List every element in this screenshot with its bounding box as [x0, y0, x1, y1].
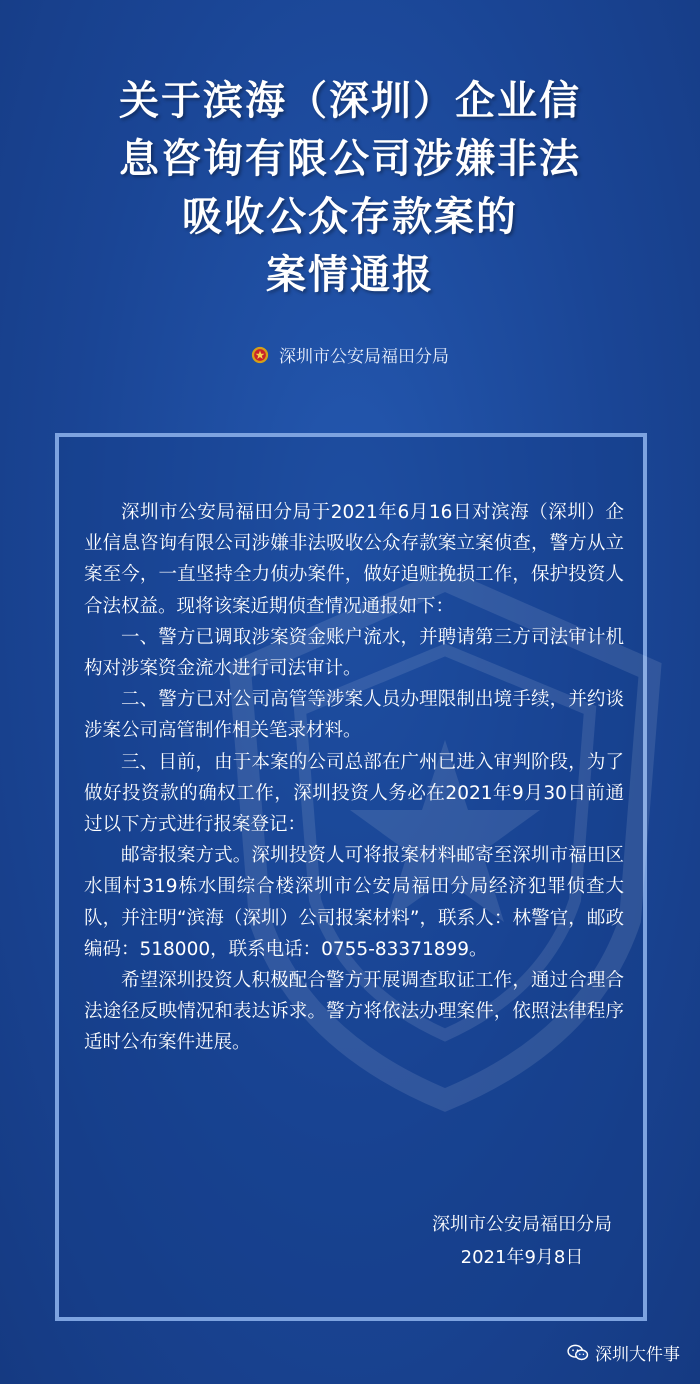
body-paragraph: 希望深圳投资人积极配合警方开展调查取证工作，通过合理合法途径反映情况和表达诉求。警方将依法办理案件，依照法律程序适时公布案件进展。: [84, 970, 624, 1054]
signature-date: 2021年9月8日: [460, 1247, 584, 1268]
title-line: 吸收公众存款案的: [182, 193, 518, 240]
wechat-watermark: [567, 1340, 680, 1365]
body-paragraph: 三、目前，由于本案的公司总部在广州已进入审判阶段，为了做好投资款的确权工作，深圳投资人务必在2021年9月30日前通过以下方式进行报案登记：: [84, 751, 624, 836]
wechat-account-name: 深圳大件事: [595, 1345, 680, 1365]
body-paragraph: 邮寄报案方式。深圳投资人可将报案材料邮寄至深圳市福田区水围村319栋水围综合楼深圳市公安局福田分局经济犯罪侦查大队，并注明“滨海（深圳）公司报案材料”，联系人：林警官，邮政编码：518000，联系电话：0755-83371899。: [84, 845, 624, 960]
body-paragraph: 深圳市公安局福田分局于2021年6月16日对滨海（深圳）企业信息咨询有限公司涉嫌非法吸收公众存款案立案侦查，警方从立案至今，一直坚持全力侦办案件，做好追赃挽损工作，保护投资人合法权益。现将该案近期侦查情况通报如下：: [84, 502, 624, 617]
title-line: 关于滨海（深圳）企业信: [119, 77, 581, 124]
issuer-name: 深圳市公安局福田分局: [279, 347, 449, 367]
notice-body: [84, 497, 624, 1059]
body-paragraph: 二、警方已对公司高管等涉案人员办理限制出境手续，并约谈涉案公司高管制作相关笔录材料。: [84, 689, 624, 742]
police-badge-icon: [251, 346, 269, 364]
signature-org: 深圳市公安局福田分局: [432, 1214, 612, 1235]
body-paragraph: 一、警方已调取涉案资金账户流水，并聘请第三方司法审计机构对涉案资金流水进行司法审计。: [84, 626, 624, 680]
issuer-line: [0, 342, 700, 367]
title-line: 息咨询有限公司涉嫌非法: [119, 135, 581, 182]
notice-title: [0, 72, 700, 304]
title-line: 案情通报: [266, 251, 434, 298]
wechat-icon: [567, 1344, 589, 1362]
signature-block: [432, 1208, 612, 1274]
